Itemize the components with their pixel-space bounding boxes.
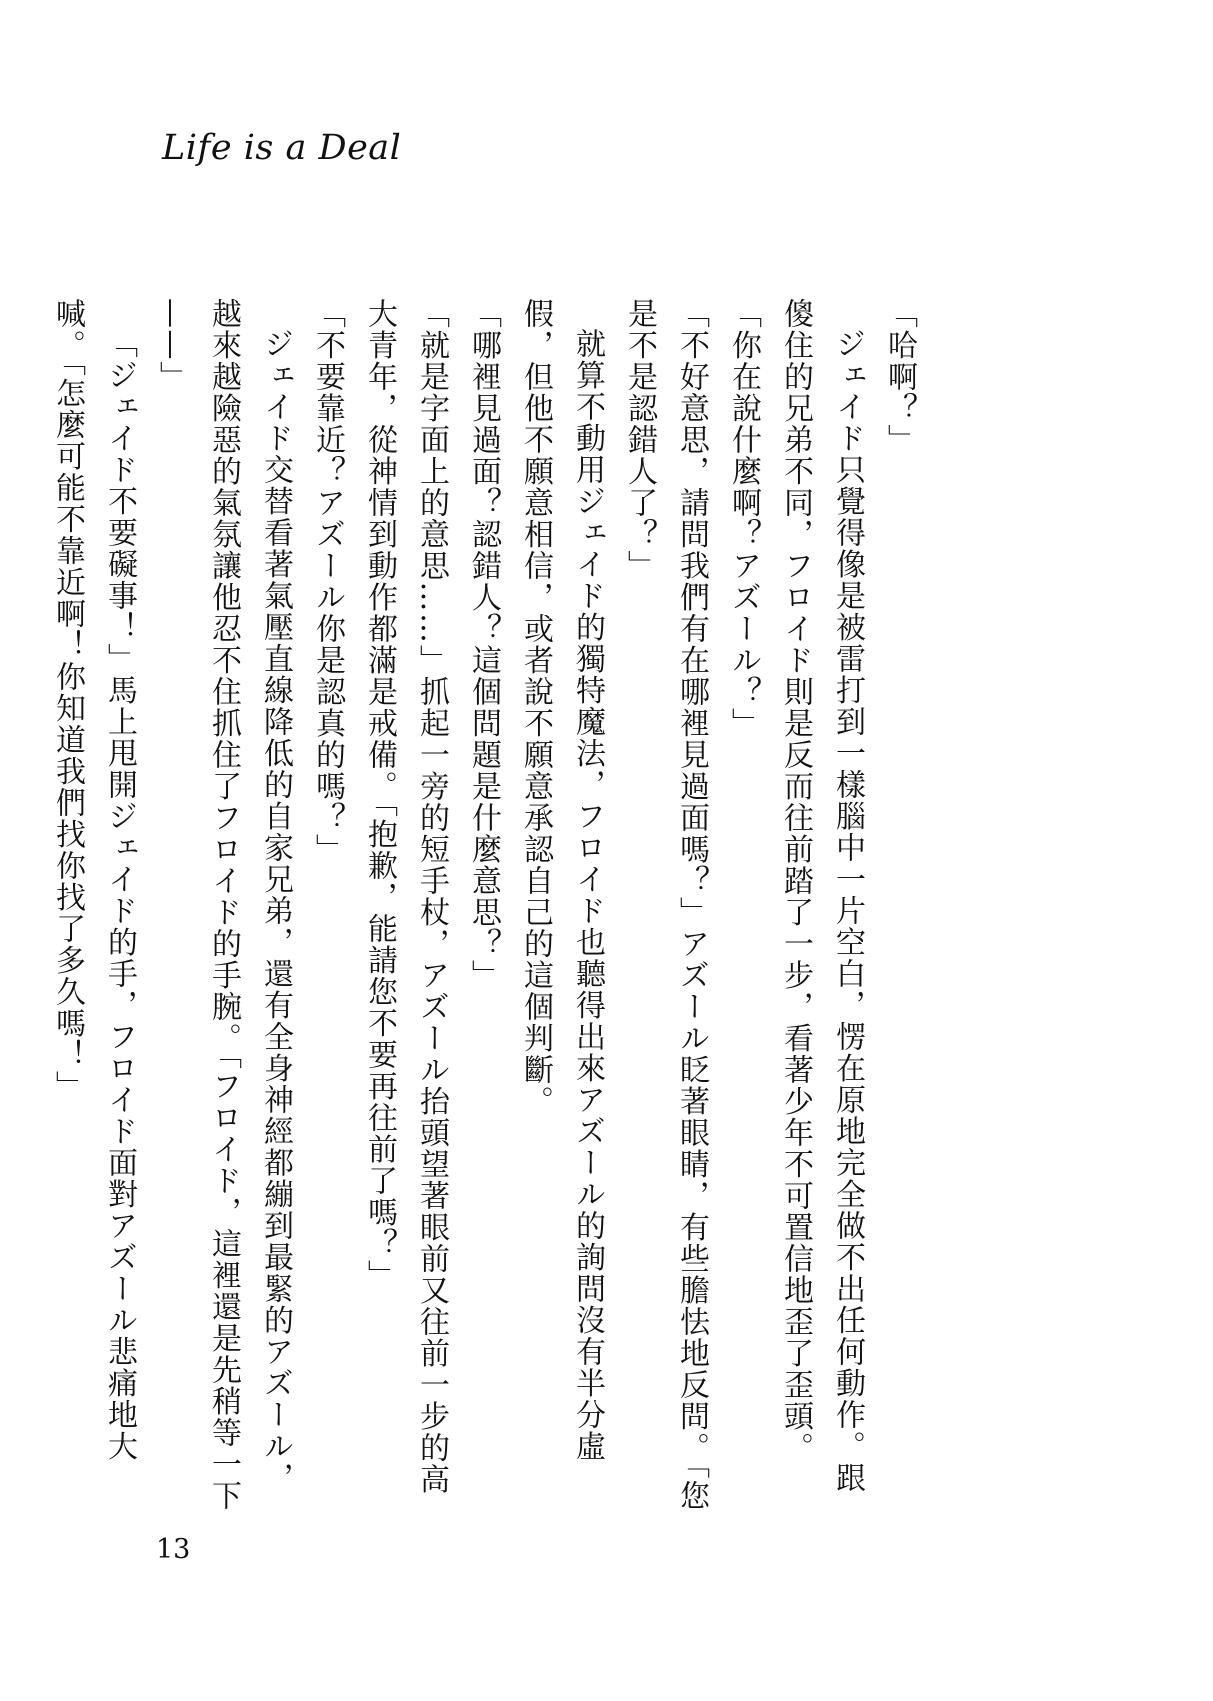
paragraph: 「不好意思，請問我們有在哪裡見過面嗎？」アズール眨著眼睛，有些膽怯地反問。「您是不是認錯人了？」 <box>622 298 709 1512</box>
paragraph: 就算不動用ジェイド的獨特魔法，フロイド也聽得出來アズール的詢問沒有半分虛假，但他不願意相信，或者說不願意承認自己的這個判斷。 <box>518 298 605 1462</box>
running-header: Life is a Deal <box>162 128 402 168</box>
paragraph: ジェイド交替看著氣壓直線降低的自家兄弟，還有全身神經都繃到最緊的アズール，越來越險惡的氣氛讓他忍不住抓住了フロイド的手腕。「フロイド，這裡還是先稍等一下——」 <box>154 298 293 1512</box>
paragraph: 「就是字面上的意思……」抓起一旁的短手杖，アズール抬頭望著眼前又往前一步的高大青年，從神情到動作都滿是戒備。「抱歉，能請您不要再往前了嗎？」 <box>362 298 449 1495</box>
paragraph: 「你在說什麼啊？アズール？」 <box>726 298 761 739</box>
body-text <box>41 298 925 1518</box>
page-number: 13 <box>156 1534 191 1565</box>
paragraph: 「不要靠近？アズール你是認真的嗎？」 <box>310 298 345 865</box>
paragraph: 「ジェイド不要礙事！」馬上甩開ジェイド的手，フロイド面對アズール悲痛地大喊。「怎麼可能不靠近啊！你知道我們找你找了多久嗎！」 <box>50 298 137 1462</box>
paragraph: ジェイド只覺得像是被雷打到一樣腦中一片空白，愣在原地完全做不出任何動作。跟傻住的兄弟不同，フロイド則是反而往前踏了一步，看著少年不可置信地歪了歪頭。 <box>778 298 865 1494</box>
paragraph: 「哈啊？」 <box>882 298 917 456</box>
paragraph: 「哪裡見過面？認錯人？這個問題是什麼意思？」 <box>466 298 501 991</box>
